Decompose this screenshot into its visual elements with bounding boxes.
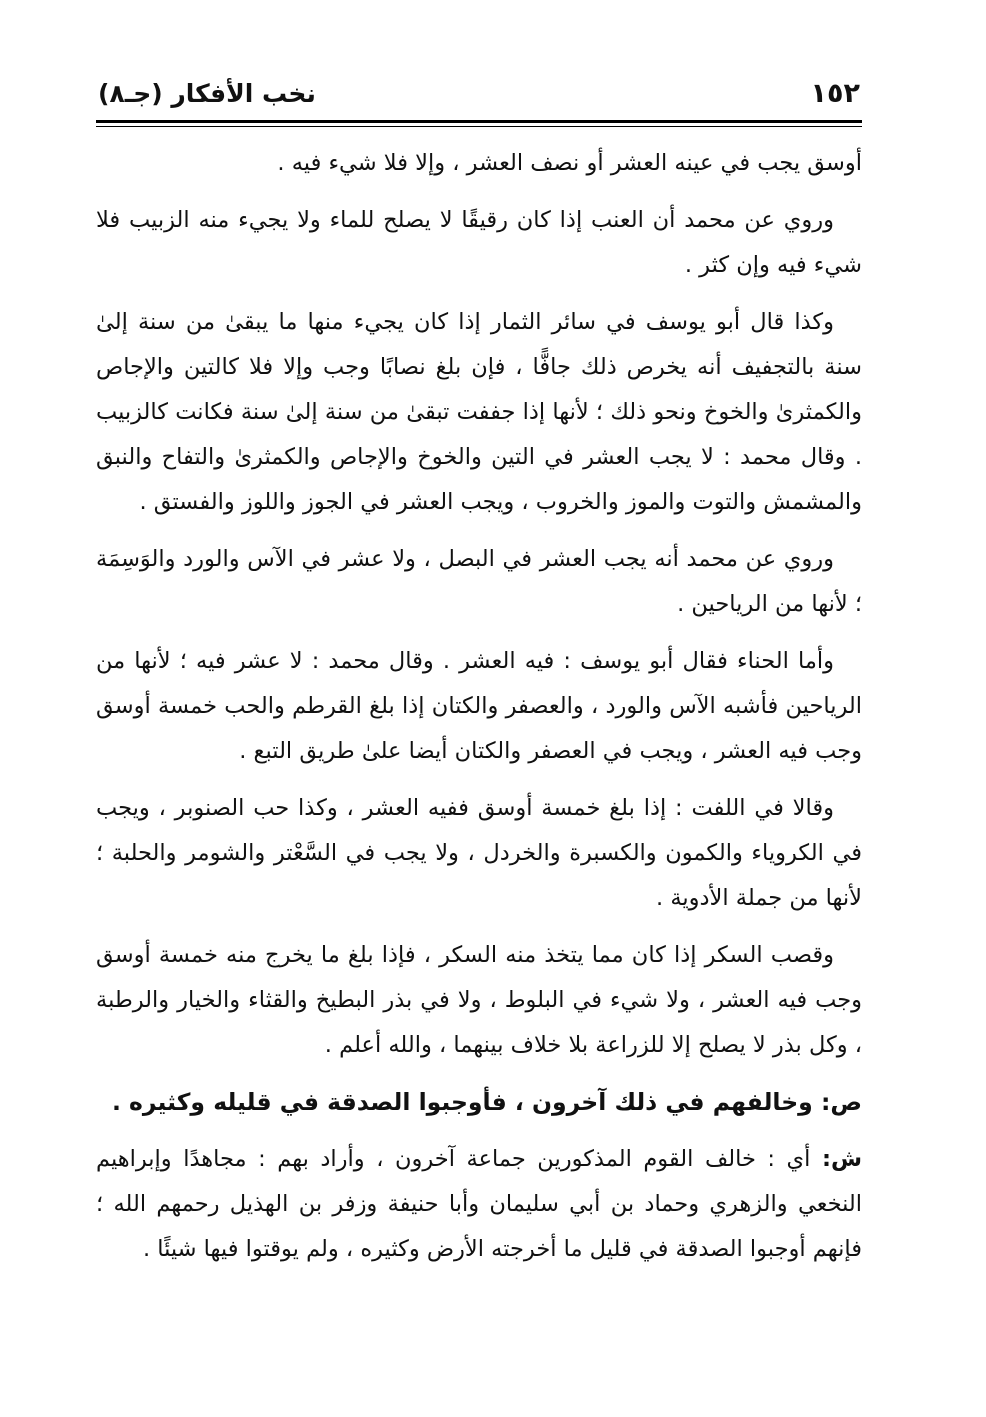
paragraph: وكذا قال أبو يوسف في سائر الثمار إذا كان يجيء منها ما يبقىٰ من سنة إلىٰ سنة بالتجفيف أنه يخرص ذلك جافًّا ، فإن بلغ نصابًا وجب وإلا فلا كالتين والإجاص والكمثرىٰ والخوخ ونحو ذلك ؛ لأنها إذا جففت تبقىٰ من سنة إلىٰ سنة فكانت كالزبيب . وقال محمد : لا يجب العشر في التين والخوخ والإجاص والكمثرىٰ والتفاح والنبق والمشمش والتوت والموز والخروب ، ويجب العشر في الجوز واللوز والفستق . [96,309,862,515]
paragraph: وأما الحناء فقال أبو يوسف : فيه العشر . وقال محمد : لا عشر فيه ؛ لأنها من الرياحين فأشبه الآس والورد ، والعصفر والكتان إذا بلغ القرطم والحب خمسة أوسق وجب فيه العشر ، ويجب في العصفر والكتان أيضا علىٰ طريق التبع . [96,648,862,764]
matn-text: وخالفهم في ذلك آخرون ، فأوجبوا الصدقة في قليله وكثيره . [111,1088,813,1116]
paragraph: وقالا في اللفت : إذا بلغ خمسة أوسق ففيه العشر ، وكذا حب الصنوبر ، ويجب في الكروياء والكمون والكسبرة والخردل ، ولا يجب في السَّعْتر والشومر والحلبة ؛ لأنها من جملة الأدوية . [96,795,862,911]
page-number: ١٥٢ [810,78,860,109]
sharh-text: أي : خالف القوم المذكورين جماعة آخرون ، وأراد بهم : مجاهدًا وإبراهيم النخعي والزهري وحماد بن أبي سليمان وأبا حنيفة وزفر بن الهذيل رحمهم الله ؛ فإنهم أوجبوا الصدقة في قليل ما أخرجته الأرض وكثيره ، ولم يوقتوا فيها شيئًا . [96,1146,862,1262]
paragraph-continued: أوسق يجب في عينه العشر أو نصف العشر ، وإلا فلا شيء فيه . [277,150,862,176]
paragraph: وقصب السكر إذا كان مما يتخذ منه السكر ، فإذا بلغ ما يخرج منه خمسة أوسق وجب فيه العشر ، ولا شيء في البلوط ، ولا في بذر البطيخ والقثاء والخيار والرطبة ، وكل بذر لا يصلح إلا للزراعة بلا خلاف بينهما ، والله أعلم . [96,942,862,1058]
sharh-paragraph [96,1137,862,1272]
running-title: نخب الأفكار (جـ٨) [98,79,316,108]
sharh-label: ش: [821,1146,862,1172]
paragraph: وروي عن محمد أنه يجب العشر في البصل ، ولا عشر في الآس والورد والوَسِمَة ؛ لأنها من الرياحين . [96,546,862,617]
header-rule-thick [96,120,862,123]
book-page [96,70,862,1390]
matn-paragraph [96,1080,862,1125]
page-header [96,70,862,114]
header-rule-thin [96,126,862,127]
paragraph: وروي عن محمد أن العنب إذا كان رقيقًا لا يصلح للماء ولا يجيء منه الزبيب فلا شيء فيه وإن كثر . [96,207,862,278]
matn-label: ص: [820,1088,862,1116]
page-body [96,141,862,1272]
